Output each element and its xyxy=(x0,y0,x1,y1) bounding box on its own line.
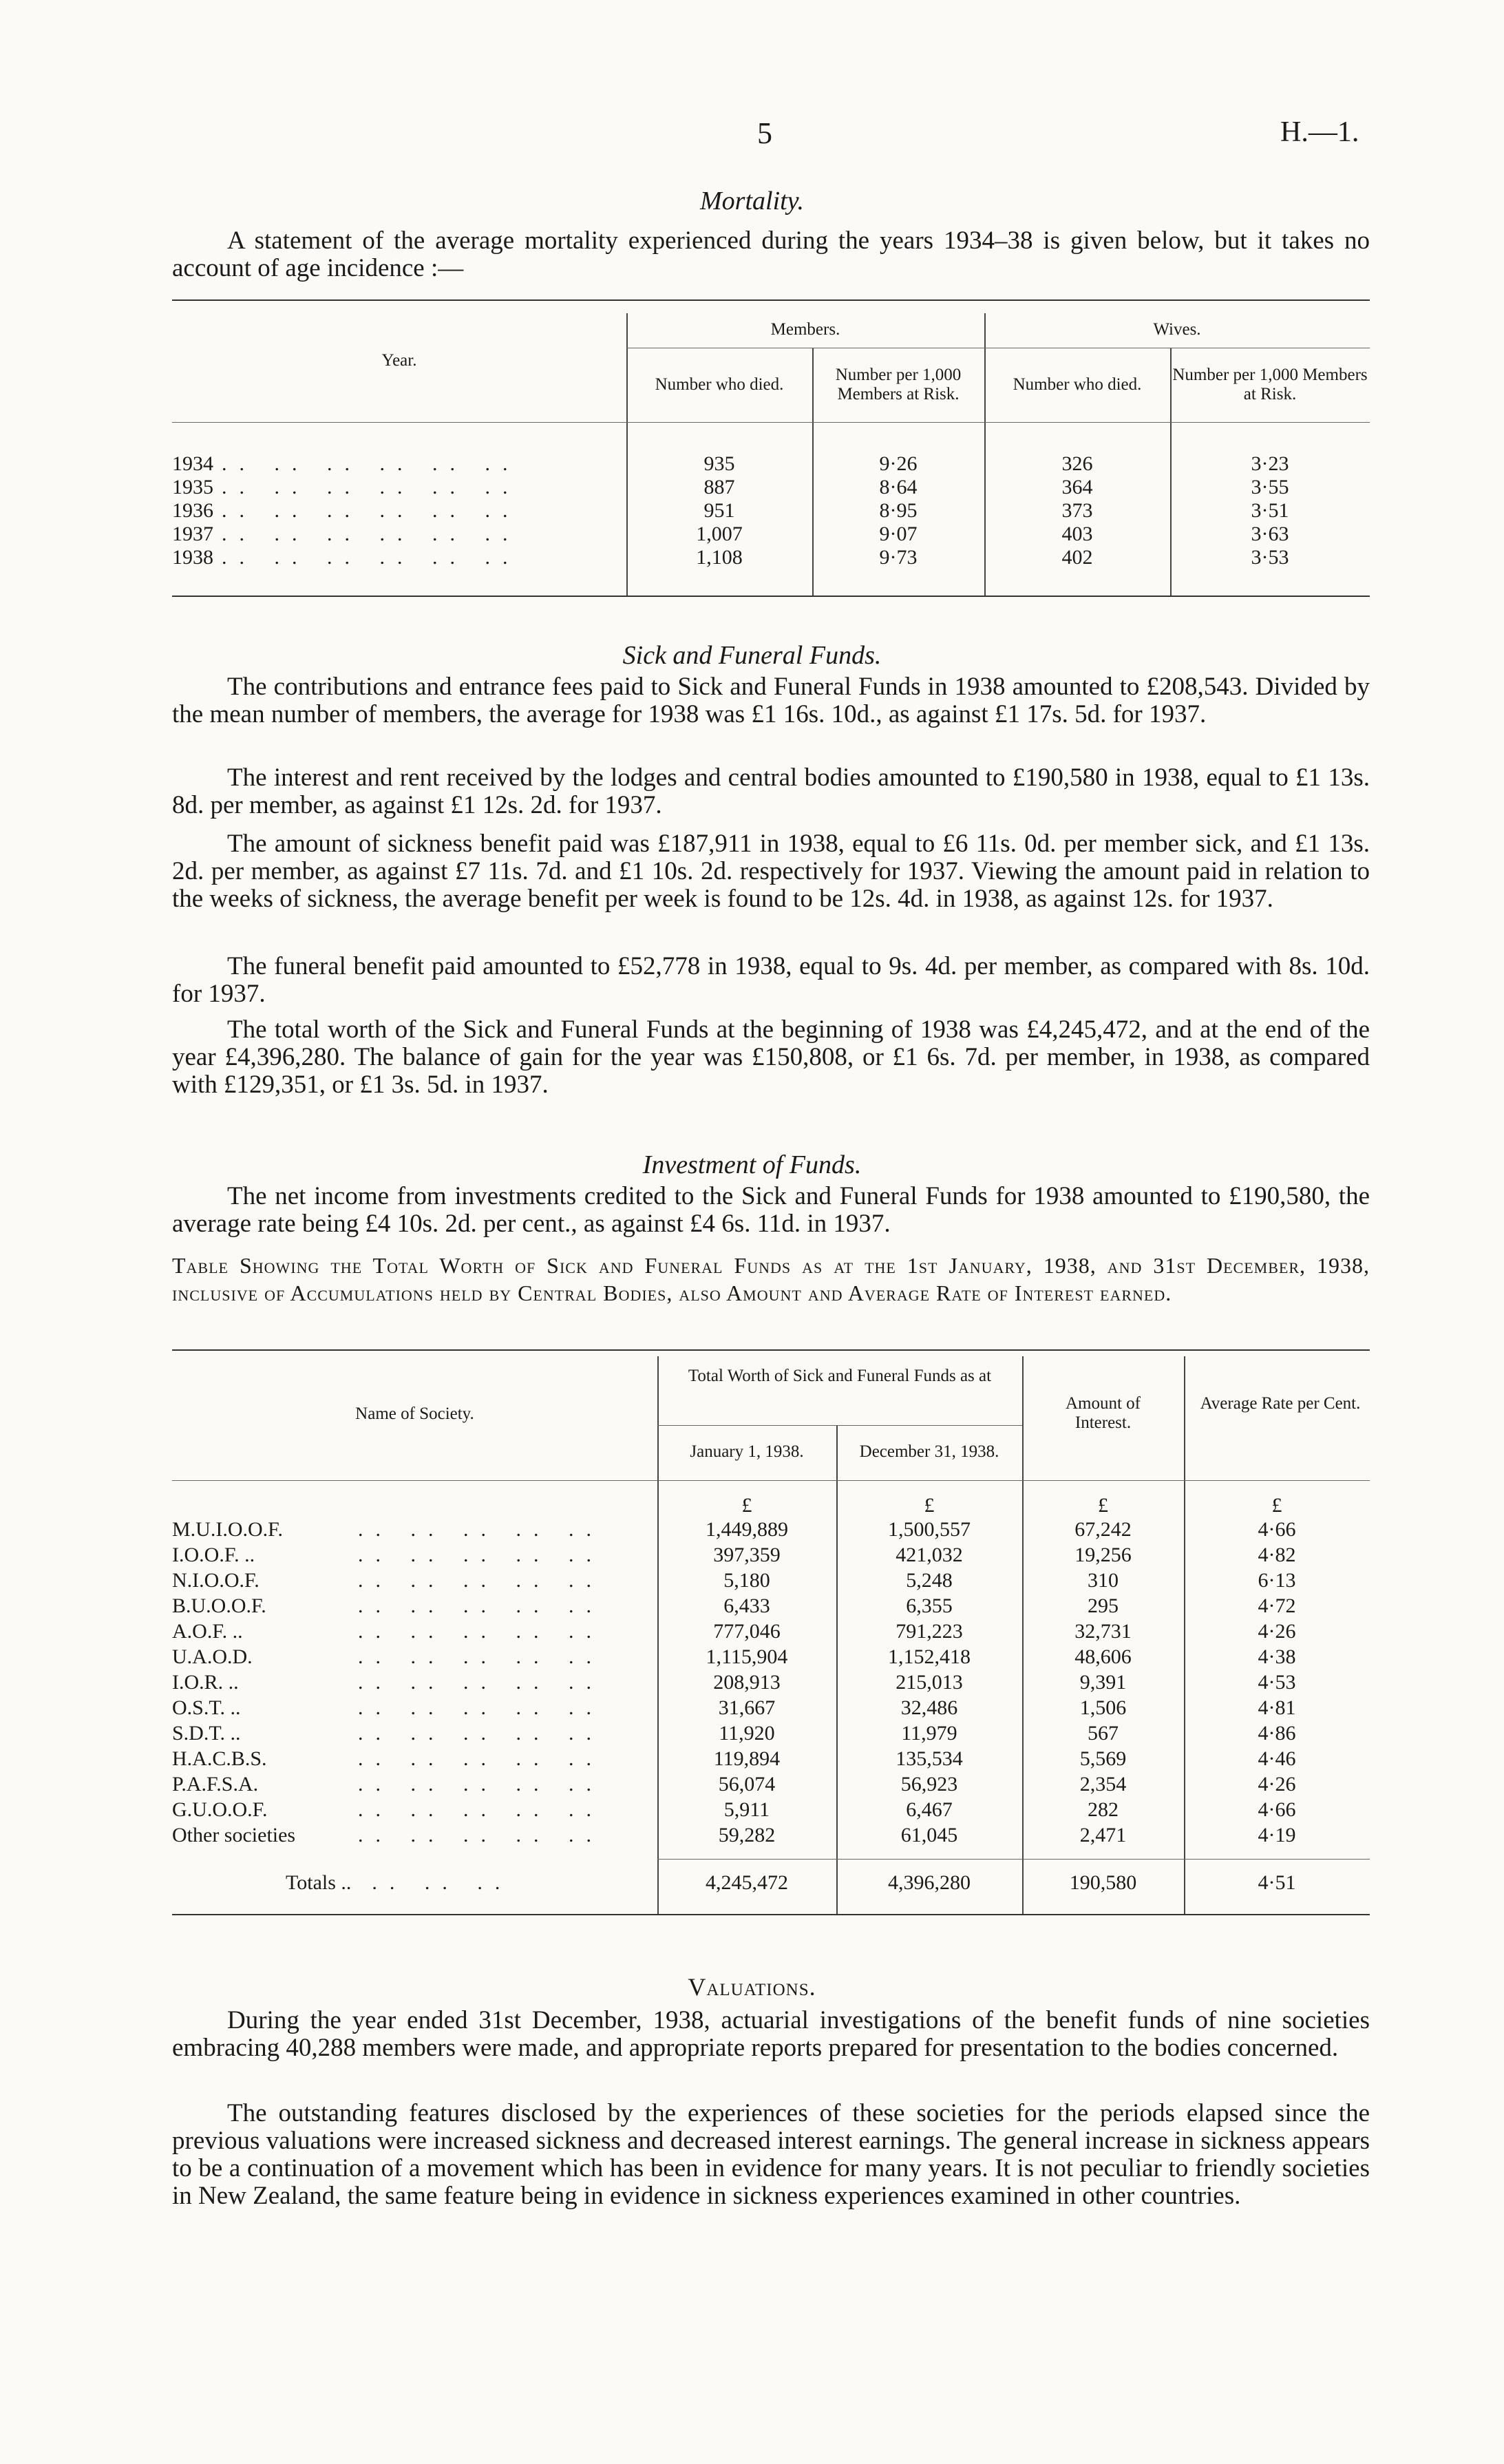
col-header-rate: Average Rate per Cent. xyxy=(1200,1394,1361,1413)
members-rate-cell: 8·95 xyxy=(879,499,918,522)
table-row-society: U.A.O.D. xyxy=(172,1645,253,1668)
amount-cell: 2,471 xyxy=(1079,1824,1127,1846)
col-header-members: Members. xyxy=(770,320,840,339)
amount-cell: 295 xyxy=(1088,1594,1119,1617)
jan-value-cell: 119,894 xyxy=(713,1747,781,1770)
table-row-society: G.U.O.O.F. xyxy=(172,1798,268,1821)
sick-funeral-paragraph-5 xyxy=(172,1016,1370,1099)
valuations-paragraph-1 xyxy=(172,2007,1370,2062)
wives-died-cell: 373 xyxy=(1061,499,1093,522)
sick-funeral-heading: Sick and Funeral Funds. xyxy=(622,641,882,670)
leader-dots: .. .. .. .. .. xyxy=(358,1544,604,1566)
rate-cell: 4·66 xyxy=(1258,1798,1296,1821)
table-row-society: N.I.O.O.F. xyxy=(172,1569,260,1592)
amount-cell: 282 xyxy=(1088,1798,1119,1821)
dec-value-cell: 56,923 xyxy=(900,1773,958,1796)
amount-cell: 19,256 xyxy=(1074,1544,1132,1566)
amount-cell: 1,506 xyxy=(1079,1696,1127,1719)
leader-dots: .. .. .. .. .. xyxy=(358,1569,604,1592)
leader-dots: .. .. .. .. .. xyxy=(358,1747,604,1770)
amount-cell: 32,731 xyxy=(1074,1620,1132,1643)
wives-rate-cell: 3·55 xyxy=(1251,476,1289,498)
rate-cell: 4·26 xyxy=(1258,1620,1296,1643)
members-rate-cell: 9·73 xyxy=(879,546,918,569)
jan-value-cell: 31,667 xyxy=(718,1696,776,1719)
table-row-year: 1936 .. .. .. .. .. .. xyxy=(172,499,520,522)
jan-value-cell: 5,180 xyxy=(723,1569,770,1592)
dec-value-cell: 135,534 xyxy=(896,1747,963,1770)
paragraph-text: The total worth of the Sick and Funeral Funds at the beginning of 1938 was £4,245,472, and at the end of the year £4,396,280. The balance of gain for the year was £150,808, or £1 6s. 7d. per member, in 1938, as compared with £129,351, or £1 3s. 5d. in 1937. xyxy=(172,1015,1370,1099)
dec-value-cell: 1,152,418 xyxy=(888,1645,971,1668)
col-header-december: December 31, 1938. xyxy=(859,1442,999,1461)
year-cell: 1934 xyxy=(172,452,213,475)
totals-amount: 190,580 xyxy=(1069,1871,1137,1894)
paragraph-text: The outstanding features disclosed by the experiences of these societies for the periods elapsed since the previous valuations were increased sickness and decreased interest earnings. The general increase in sickness appears to be a continuation of a movement which has been in evidence for many years. It is not peculiar to friendly societies in New Zealand, the same feature being in evidence in sickness experiences examined in other countries. xyxy=(172,2099,1370,2210)
year-cell: 1936 xyxy=(172,499,213,522)
sick-funeral-paragraph-1 xyxy=(172,673,1370,728)
table-caption: Table Showing the Total Worth of Sick and Funeral Funds as at the 1st January, 1938, and 31st December, 1938, inclusive of Accumulations held by Central Bodies, also Amount and Average Rate of Interest earned. xyxy=(172,1253,1370,1305)
table-row-year: 1937 .. .. .. .. .. .. xyxy=(172,523,520,545)
unit-rate: £ xyxy=(1271,1494,1282,1517)
leader-dots: .. .. .. .. .. xyxy=(358,1518,604,1541)
dec-value-cell: 32,486 xyxy=(900,1696,958,1719)
jan-value-cell: 11,920 xyxy=(719,1722,775,1745)
rate-cell: 4·53 xyxy=(1258,1671,1296,1694)
table-row-year: 1935 .. .. .. .. .. .. xyxy=(172,476,520,498)
wives-rate-cell: 3·51 xyxy=(1251,499,1289,522)
mortality-intro xyxy=(172,227,1370,282)
totals-label: Totals .. .. .. .. xyxy=(286,1871,513,1894)
unit-amount: £ xyxy=(1098,1494,1108,1517)
dec-value-cell: 421,032 xyxy=(896,1544,963,1566)
col-header-wives-died: Number who died. xyxy=(1013,375,1142,394)
unit-jan: £ xyxy=(741,1494,752,1517)
wives-died-cell: 364 xyxy=(1061,476,1093,498)
rate-cell: 6·13 xyxy=(1258,1569,1296,1592)
leader-dots: .. .. .. .. .. xyxy=(358,1773,604,1796)
paragraph-text: During the year ended 31st December, 1938, actuarial investigations of the benefit funds of nine societies embracing 40,288 members were made, and appropriate reports prepared for presentation to the bodies concerned. xyxy=(172,2006,1370,2062)
leader-dots: .. .. .. .. .. xyxy=(358,1620,604,1643)
members-died-cell: 1,007 xyxy=(696,523,743,545)
table-row-society: P.A.F.S.A. xyxy=(172,1773,259,1796)
funds-table xyxy=(172,1349,1370,1921)
amount-cell: 5,569 xyxy=(1079,1747,1127,1770)
table-row-society: O.S.T. .. xyxy=(172,1696,241,1719)
document-reference: H.—1. xyxy=(1280,116,1359,148)
table-row-society: B.U.O.O.F. xyxy=(172,1594,266,1617)
paragraph-text: The funeral benefit paid amounted to £52,778 in 1938, equal to 9s. 4d. per member, as compared with 8s. 10d. for 1937. xyxy=(172,952,1370,1008)
col-header-wives-rate: Number per 1,000 Members at Risk. xyxy=(1172,366,1368,403)
totals-name: Totals .. xyxy=(286,1871,352,1894)
leader-dots: .. .. .. .. .. xyxy=(358,1645,604,1668)
col-header-year: Year. xyxy=(381,351,417,370)
mortality-heading: Mortality. xyxy=(700,187,804,215)
dec-value-cell: 791,223 xyxy=(896,1620,963,1643)
page-number: 5 xyxy=(757,116,772,150)
rate-cell: 4·82 xyxy=(1258,1544,1296,1566)
unit-dec: £ xyxy=(924,1494,935,1517)
jan-value-cell: 397,359 xyxy=(713,1544,781,1566)
members-rate-cell: 9·26 xyxy=(879,452,918,475)
members-died-cell: 935 xyxy=(703,452,735,475)
wives-died-cell: 402 xyxy=(1061,546,1093,569)
amount-cell: 67,242 xyxy=(1074,1518,1132,1541)
table-row-society: Other societies xyxy=(172,1824,296,1846)
jan-value-cell: 777,046 xyxy=(713,1620,781,1643)
leader-dots: .. .. .. .. .. xyxy=(358,1696,604,1719)
members-rate-cell: 8·64 xyxy=(879,476,918,498)
sick-funeral-paragraph-4 xyxy=(172,953,1370,1008)
col-header-total-worth: Total Worth of Sick and Funeral Funds as at xyxy=(688,1367,992,1385)
mortality-intro-text: A statement of the average mortality experienced during the years 1934–38 is given below, but it takes no account of age incidence :— xyxy=(172,227,1370,282)
dec-value-cell: 5,248 xyxy=(906,1569,953,1592)
jan-value-cell: 5,911 xyxy=(723,1798,770,1821)
amount-cell: 9,391 xyxy=(1079,1671,1127,1694)
jan-value-cell: 59,282 xyxy=(718,1824,776,1846)
dec-value-cell: 11,979 xyxy=(901,1722,957,1745)
rate-cell: 4·46 xyxy=(1258,1747,1296,1770)
col-header-amount: Amount of Interest. xyxy=(1065,1394,1141,1432)
table-row-society: A.O.F. .. xyxy=(172,1620,243,1643)
table-row-society: H.A.C.B.S. xyxy=(172,1747,267,1770)
rate-cell: 4·26 xyxy=(1258,1773,1296,1796)
sick-funeral-paragraph-2 xyxy=(172,764,1370,819)
totals-dec: 4,396,280 xyxy=(888,1871,971,1894)
col-header-january: January 1, 1938. xyxy=(690,1442,804,1461)
amount-cell: 2,354 xyxy=(1079,1773,1127,1796)
wives-rate-cell: 3·23 xyxy=(1251,452,1289,475)
dec-value-cell: 6,355 xyxy=(906,1594,953,1617)
dec-value-cell: 61,045 xyxy=(900,1824,958,1846)
leader-dots: .. .. .. .. .. xyxy=(358,1671,604,1694)
dec-value-cell: 215,013 xyxy=(896,1671,963,1694)
amount-cell: 48,606 xyxy=(1074,1645,1132,1668)
amount-cell: 567 xyxy=(1088,1722,1119,1745)
year-cell: 1937 xyxy=(172,523,213,545)
investment-heading: Investment of Funds. xyxy=(642,1150,862,1179)
table-row-society: I.O.R. .. xyxy=(172,1671,239,1694)
mortality-table xyxy=(172,299,1370,602)
leader-dots: .. .. .. .. .. xyxy=(358,1594,604,1617)
paragraph-text: The net income from investments credited to the Sick and Funeral Funds for 1938 amounted to £190,580, the average rate being £4 10s. 2d. per cent., as against £4 6s. 11d. in 1937. xyxy=(172,1182,1370,1238)
totals-rate: 4·51 xyxy=(1258,1871,1296,1894)
jan-value-cell: 1,449,889 xyxy=(706,1518,788,1541)
rate-cell: 4·38 xyxy=(1258,1645,1296,1668)
table-row-society: M.U.I.O.O.F. xyxy=(172,1518,283,1541)
rate-cell: 4·19 xyxy=(1258,1824,1296,1846)
members-died-cell: 951 xyxy=(703,499,735,522)
dec-value-cell: 1,500,557 xyxy=(888,1518,971,1541)
rate-cell: 4·81 xyxy=(1258,1696,1296,1719)
year-cell: 1935 xyxy=(172,476,213,498)
col-header-wives: Wives. xyxy=(1153,320,1201,339)
rate-cell: 4·86 xyxy=(1258,1722,1296,1745)
totals-jan: 4,245,472 xyxy=(706,1871,788,1894)
wives-died-cell: 326 xyxy=(1061,452,1093,475)
investment-paragraph xyxy=(172,1183,1370,1238)
year-cell: 1938 xyxy=(172,546,213,569)
valuations-heading: Valuations. xyxy=(688,1973,816,2001)
leader-dots: .. .. .. .. .. xyxy=(358,1722,604,1745)
rate-cell: 4·72 xyxy=(1258,1594,1296,1617)
table-row-year: 1934 .. .. .. .. .. .. xyxy=(172,452,520,475)
paragraph-text: The amount of sickness benefit paid was £187,911 in 1938, equal to £6 11s. 0d. per member sick, and £1 13s. 2d. per member, as against £7 11s. 7d. and £1 10s. 2d. respectively for 1937. Viewing the amount paid in relation to the weeks of sickness, the average benefit per week is found to be 12s. 4d. in 1938, as against 12s. for 1937. xyxy=(172,830,1370,913)
jan-value-cell: 56,074 xyxy=(718,1773,776,1796)
paragraph-text: The interest and rent received by the lodges and central bodies amounted to £190,580 in 1938, equal to £1 13s. 8d. per member, as against £1 12s. 2d. for 1937. xyxy=(172,764,1370,819)
col-header-society: Name of Society. xyxy=(355,1404,474,1423)
valuations-paragraph-2 xyxy=(172,2100,1370,2210)
members-rate-cell: 9·07 xyxy=(879,523,918,545)
wives-rate-cell: 3·53 xyxy=(1251,546,1289,569)
rate-cell: 4·66 xyxy=(1258,1518,1296,1541)
jan-value-cell: 1,115,904 xyxy=(706,1645,788,1668)
dec-value-cell: 6,467 xyxy=(906,1798,953,1821)
leader-dots: .. .. .. .. .. xyxy=(358,1798,604,1821)
wives-died-cell: 403 xyxy=(1061,523,1093,545)
col-header-members-died: Number who died. xyxy=(655,375,784,394)
paragraph-text: The contributions and entrance fees paid to Sick and Funeral Funds in 1938 amounted to £208,543. Divided by the mean number of members, the average for 1938 was £1 16s. 10d., as against £1 17s. 5d. for 1937. xyxy=(172,673,1370,728)
members-died-cell: 887 xyxy=(703,476,735,498)
table-row-society: S.D.T. .. xyxy=(172,1722,241,1745)
table-row-society: I.O.O.F. .. xyxy=(172,1544,255,1566)
table-row-year: 1938 .. .. .. .. .. .. xyxy=(172,546,520,569)
members-died-cell: 1,108 xyxy=(696,546,743,569)
leader-dots: .. .. .. .. .. xyxy=(358,1824,604,1846)
wives-rate-cell: 3·63 xyxy=(1251,523,1289,545)
sick-funeral-paragraph-3 xyxy=(172,830,1370,913)
col-header-members-rate: Number per 1,000 Members at Risk. xyxy=(835,366,962,403)
jan-value-cell: 208,913 xyxy=(713,1671,781,1694)
jan-value-cell: 6,433 xyxy=(723,1594,770,1617)
amount-cell: 310 xyxy=(1088,1569,1119,1592)
